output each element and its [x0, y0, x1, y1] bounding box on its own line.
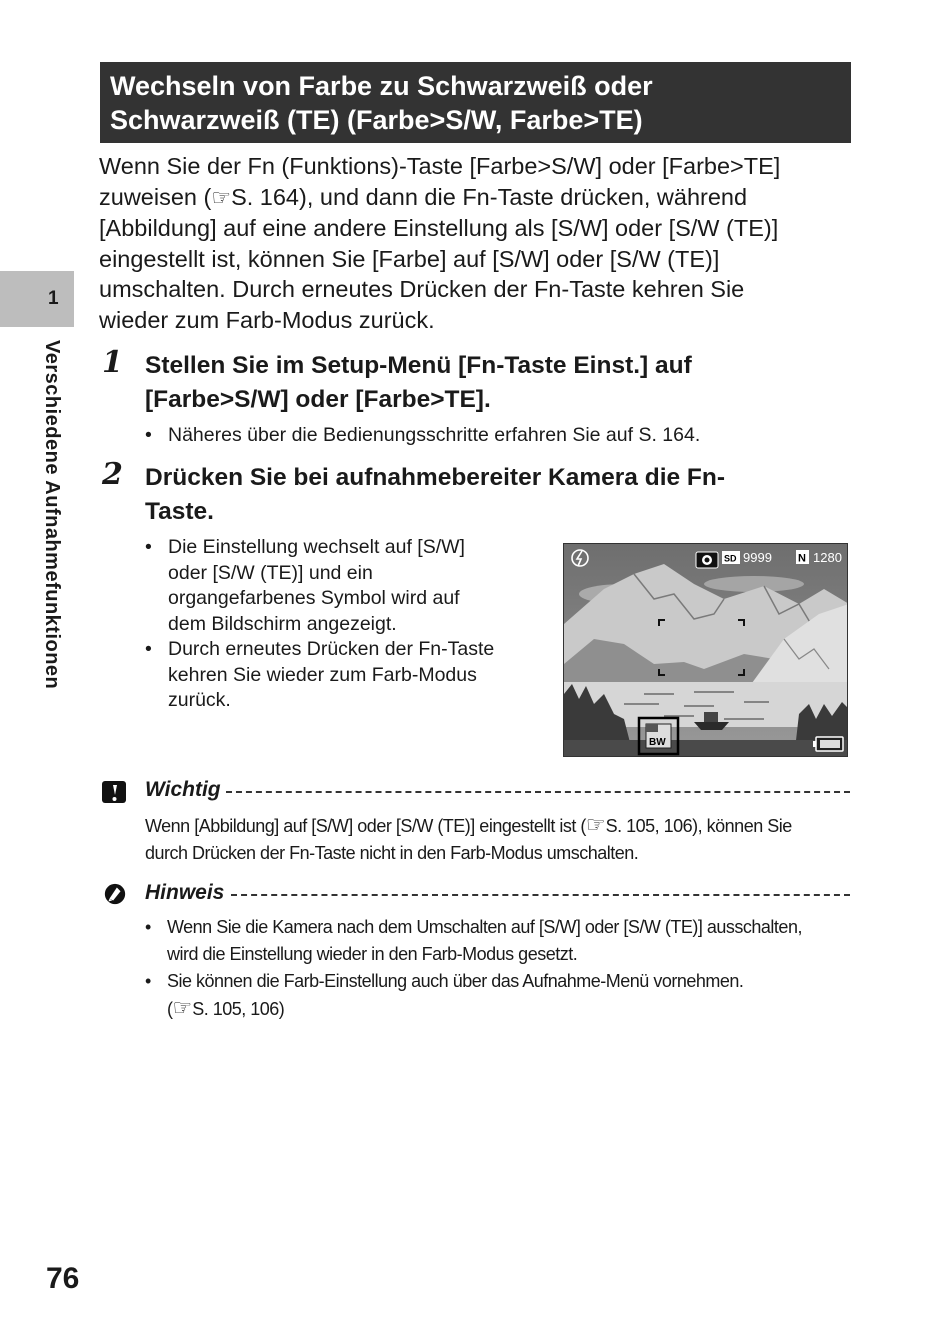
battery-icon	[813, 737, 843, 751]
intro-line: Wenn Sie der Fn (Funktions)-Taste [Farbe>S/W] oder [Farbe>TE]	[99, 153, 781, 179]
svg-text:SD: SD	[724, 553, 737, 564]
hint-icon	[102, 882, 128, 906]
page-ref-icon: ☞	[585, 812, 604, 837]
chapter-title: Verschiedene Aufnahmefunktionen	[41, 340, 63, 690]
camera-icon	[696, 552, 718, 568]
chapter-number: 1	[48, 288, 59, 309]
image-size: 1280	[813, 550, 842, 565]
intro-line: zuweisen (☞S. 164), und dann die Fn-Taste drücken, während	[99, 182, 859, 214]
heading-line-2: Schwarzweiß (TE) (Farbe>S/W, Farbe>TE)	[110, 105, 643, 135]
page-ref-icon: ☞	[172, 994, 191, 1020]
important-icon	[101, 780, 127, 804]
sd-card-icon	[722, 551, 740, 564]
section-heading	[100, 62, 851, 143]
step-2-text: Drücken Sie bei aufnahmebereiter Kamera die Fn- Taste.	[145, 464, 726, 525]
chapter-tab	[0, 271, 74, 327]
divider	[231, 894, 850, 896]
step-2-bullet-1: • Die Einstellung wechselt auf [S/W] oder [S/W (TE)] und ein organgefarbenes Symbol wird auf dem Bildschirm angezeigt.	[145, 536, 465, 635]
step-1-number: 1	[102, 345, 123, 380]
quality-mode: N	[798, 552, 806, 565]
step-1-text: Stellen Sie im Setup-Menü [Fn-Taste Einst.] auf [Farbe>S/W] oder [Farbe>TE].	[145, 352, 692, 413]
heading-line-1: Wechseln von Farbe zu Schwarzweiß oder	[110, 71, 653, 101]
svg-text:BW: BW	[649, 737, 666, 748]
step-2-number: 2	[102, 457, 123, 492]
important-body: Wenn [Abbildung] auf [S/W] oder [S/W (TE)] eingestellt ist (☞ S. 105, 106), können Sie durch Drücken der Fn-Taste nicht in den Farb-Modus umschalten.	[145, 812, 792, 863]
intro-line: eingestellt ist, können Sie [Farbe] auf [S/W] oder [S/W (TE)]	[99, 245, 720, 272]
camera-screen-illustration	[563, 543, 848, 757]
divider	[226, 791, 850, 793]
intro-line: umschalten. Durch erneutes Drücken der Fn-Taste kehren Sie	[99, 276, 745, 302]
remaining-shots: 9999	[743, 550, 772, 565]
hint-title: Hinweis	[145, 881, 225, 904]
page-ref-icon: ☞	[211, 184, 230, 210]
hint-bullet-2: • Sie können die Farb-Einstellung auch über das Aufnahme-Menü vornehmen. (☞ S. 105, 106)	[145, 971, 744, 1020]
intro-line: wieder zum Farb-Modus zurück.	[99, 306, 435, 333]
important-title: Wichtig	[145, 778, 221, 801]
step-1-bullet: • Näheres über die Bedienungsschritte erfahren Sie auf S. 164.	[145, 424, 701, 446]
hint-bullet-1: • Wenn Sie die Kamera nach dem Umschalten auf [S/W] oder [S/W (TE)] ausschalten, wird die Einstellung wieder in den Farb-Modus gesetzt.	[145, 917, 802, 964]
intro-paragraph	[99, 151, 859, 335]
intro-line: [Abbildung] auf eine andere Einstellung als [S/W] oder [S/W (TE)]	[99, 215, 779, 241]
page-number: 76	[46, 1262, 80, 1295]
step-2-bullet-2: • Durch erneutes Drücken der Fn-Taste kehren Sie wieder zum Farb-Modus zurück.	[145, 638, 495, 711]
